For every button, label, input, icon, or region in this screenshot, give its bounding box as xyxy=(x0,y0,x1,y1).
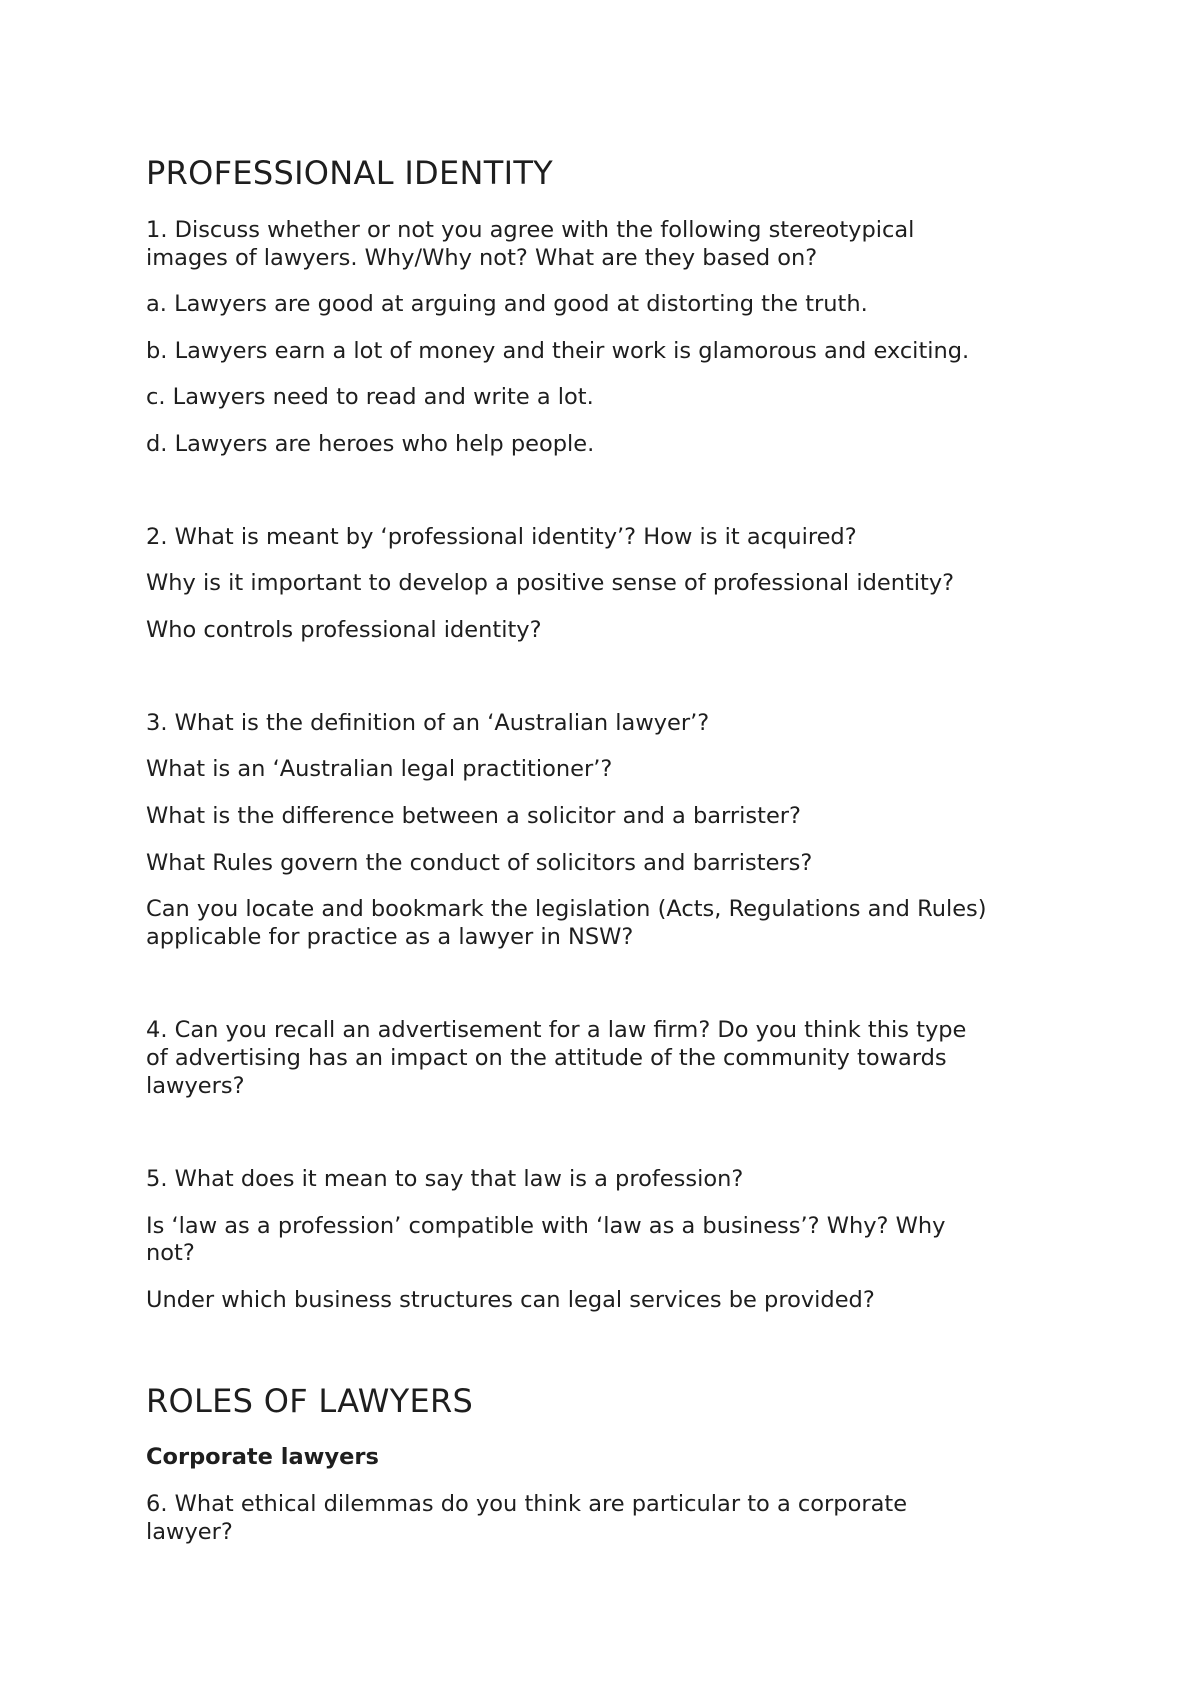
question-5-line-2: Is ‘law as a profession’ compatible with ‘law as a business’? Why? Why xyxy=(146,1213,946,1239)
question-2-line-2: Why is it important to develop a positive sense of professional identity? xyxy=(146,570,955,596)
question-5-line-4: Under which business structures can legal services be provided? xyxy=(146,1287,875,1313)
subheading-corporate-lawyers: Corporate lawyers xyxy=(146,1444,379,1470)
question-5-line-1: 5. What does it mean to say that law is a profession? xyxy=(146,1166,744,1192)
question-1-item-d: d. Lawyers are heroes who help people. xyxy=(146,431,595,457)
question-3-line-2: What is an ‘Australian legal practitioner’? xyxy=(146,756,613,782)
question-2-line-1: 2. What is meant by ‘professional identity’? How is it acquired? xyxy=(146,524,857,550)
question-5-line-3: not? xyxy=(146,1240,195,1266)
question-1-item-a: a. Lawyers are good at arguing and good at distorting the truth. xyxy=(146,291,868,317)
question-3-line-1: 3. What is the definition of an ‘Australian lawyer’? xyxy=(146,710,710,736)
question-4-line-2: of advertising has an impact on the attitude of the community towards xyxy=(146,1045,947,1071)
question-6-line-1: 6. What ethical dilemmas do you think are particular to a corporate xyxy=(146,1491,908,1517)
section-heading-roles-of-lawyers: ROLES OF LAWYERS xyxy=(146,1382,474,1420)
question-3-line-4: What Rules govern the conduct of solicitors and barristers? xyxy=(146,850,813,876)
question-1-line-1: 1. Discuss whether or not you agree with the following stereotypical xyxy=(146,217,915,243)
question-4-line-1: 4. Can you recall an advertisement for a law firm? Do you think this type xyxy=(146,1017,967,1043)
question-3-line-5: Can you locate and bookmark the legislation (Acts, Regulations and Rules) xyxy=(146,896,987,922)
question-1-item-c: c. Lawyers need to read and write a lot. xyxy=(146,384,594,410)
section-heading-professional-identity: PROFESSIONAL IDENTITY xyxy=(146,154,554,192)
question-2-line-3: Who controls professional identity? xyxy=(146,617,542,643)
question-6-line-2: lawyer? xyxy=(146,1519,233,1545)
question-1-item-b: b. Lawyers earn a lot of money and their work is glamorous and exciting. xyxy=(146,338,970,364)
question-1-line-2: images of lawyers. Why/Why not? What are they based on? xyxy=(146,245,818,271)
question-3-line-6: applicable for practice as a lawyer in NSW? xyxy=(146,924,634,950)
question-4-line-3: lawyers? xyxy=(146,1073,245,1099)
question-3-line-3: What is the difference between a solicitor and a barrister? xyxy=(146,803,801,829)
